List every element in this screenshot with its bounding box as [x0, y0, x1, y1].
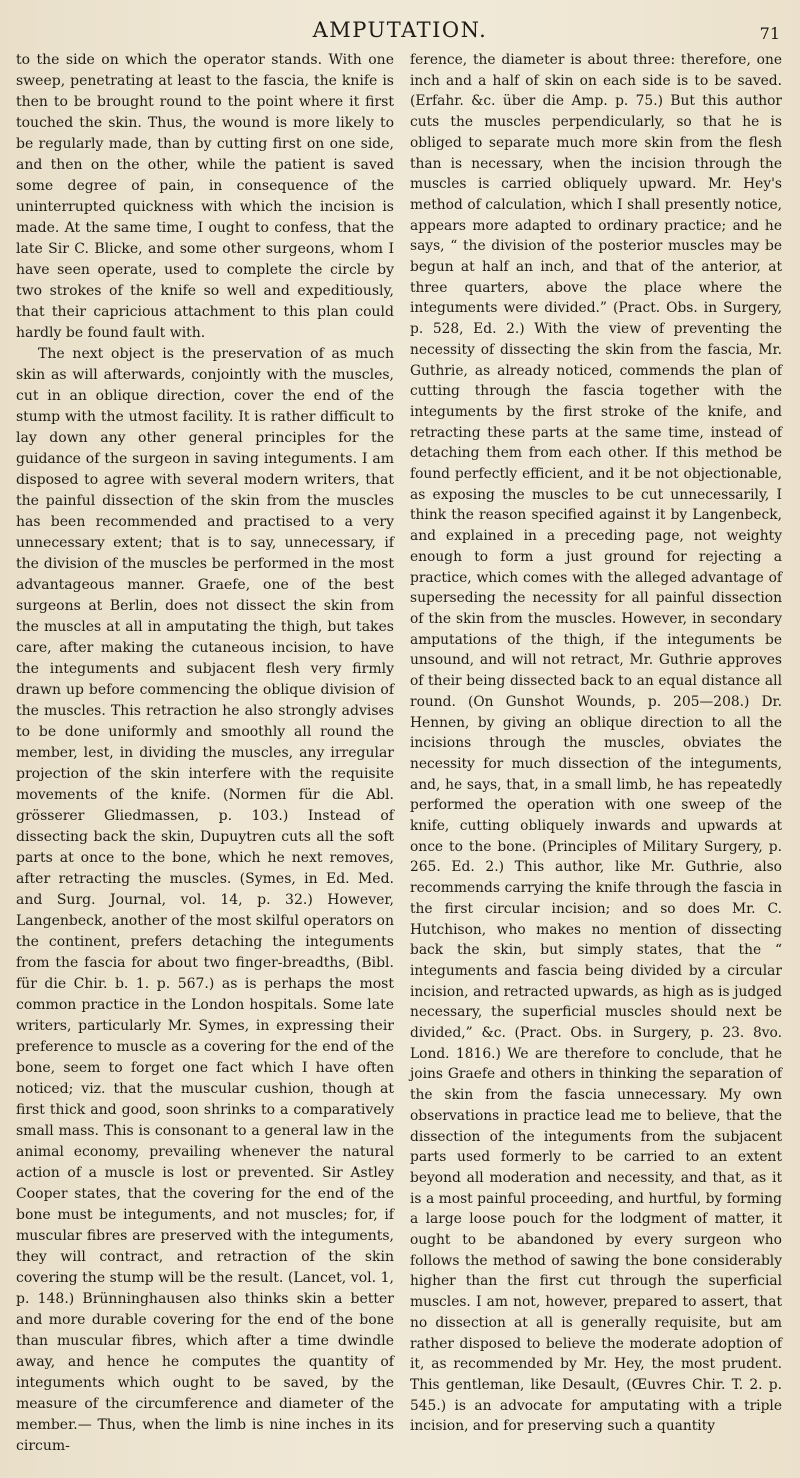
- left-column: [16, 50, 394, 1457]
- right-paragraph-1: ference, the diameter is about three: therefore, one inch and a half of skin on each side is to be saved. (Erfahr. &c. über die Amp. p. 75.) But this author cuts the muscles perpendicularly, so that he is obliged to separate much more skin from the flesh than is necessary, when the incision through the muscles is carried obliquely upward. Mr. Hey's method of calculation, which I shall presently notice, appears more adapted to ordinary practice; and he says, “ the division of the posterior muscles may be begun at half an inch, and that of the anterior, at three quarters, above the place where the integuments were divided.” (Pract. Obs. in Surgery, p. 528, Ed. 2.) With the view of preventing the necessity of dissecting the skin from the fascia, Mr. Guthrie, as already noticed, commends the plan of cutting through the fascia together with the integuments by the first stroke of the knife, and retracting these parts at the same time, instead of detaching them from each other. If this method be found perfectly efficient, and it be not objectionable, as exposing the muscles to be cut unnecessarily, I think the reason specified against it by Langenbeck, and explained in a preceding page, not weighty enough to form a just ground for rejecting a practice, which comes with the alleged advantage of superseding the necessity for all painful dissection of the skin from the muscles. However, in secondary amputations of the thigh, if the integuments be unsound, and will not retract, Mr. Guthrie approves of their being dissected back to an equal distance all round. (On Gunshot Wounds, p. 205—208.) Dr. Hennen, by giving an oblique direction to all the incisions through the muscles, obviates the necessity for much dissection of the integuments, and, he says, that, in a small limb, he has repeatedly performed the operation with one sweep of the knife, cutting obliquely inwards and upwards at once to the bone. (Principles of Military Surgery, p. 265. Ed. 2.) This author, like Mr. Guthrie, also recommends carrying the knife through the fascia in the first circular incision; and so does Mr. C. Hutchison, who makes no mention of dissecting back the skin, but simply states, that the “ integuments and fascia being divided by a circular incision, and retracted upwards, as high as is judged necessary, the superficial muscles should next be divided,” &c. (Pract. Obs. in Surgery, p. 23. 8vo. Lond. 1816.) We are therefore to conclude, that he joins Graefe and others in thinking the separation of the skin from the fascia unnecessary. My own observations in practice lead me to believe, that the dissection of the integuments from the subjacent parts used formerly to be carried to an extent beyond all moderation and necessity, and that, as it is a most painful proceeding, and hurtful, by forming a large loose pouch for the lodgment of matter, it ought to be abandoned by every surgeon who follows the method of sawing the bone considerably higher than the first cut through the superficial muscles. I am not, however, prepared to assert, that no dissection at all is generally requisite, but am rather disposed to believe the moderate adoption of it, as recommended by Mr. Hey, the most prudent. This gentleman, like Desault, (Œuvres Chir. T. 2. p. 545.) is an advocate for amputating with a triple incision, and for preserving such a quantity: [410, 52, 782, 1435]
- left-paragraph-2: The next object is the preservation of as much skin as will afterwards, conjointly with the muscles, cut in an oblique direction, cover the end of the stump with the utmost facility. It is rather difficult to lay down any other general principles for the guidance of the surgeon in saving integuments. I am disposed to agree with several modern writers, that the painful dissection of the skin from the muscles has been recommended and practised to a very unnecessary extent; that is to say, unnecessary, if the division of the muscles be performed in the most advantageous manner. Graefe, one of the best surgeons at Berlin, does not dissect the skin from the muscles at all in amputating the thigh, but takes care, after making the cutaneous incision, to have the integuments and subjacent flesh very firmly drawn up before commencing the oblique division of the muscles. This retraction he also strongly advises to be done uniformly and smoothly all round the member, lest, in dividing the muscles, any irregular projection of the skin interfere with the requisite movements of the knife. (Normen für die Abl. grösserer Gliedmassen, p. 103.) Instead of dissecting back the skin, Dupuytren cuts all the soft parts at once to the bone, which he next removes, after retracting the muscles. (Symes, in Ed. Med. and Surg. Journal, vol. 14, p. 32.) However, Langenbeck, another of the most skilful operators on the continent, prefers detaching the integuments from the fascia for about two finger-breadths, (Bibl. für die Chir. b. 1. p. 567.) as is perhaps the most common practice in the London hospitals. Some late writers, particularly Mr. Symes, in expressing their preference to muscle as a covering for the end of the bone, seem to forget one fact which I have often noticed; viz. that the muscular cushion, though at first thick and good, soon shrinks to a comparatively small mass. This is consonant to a general law in the animal economy, prevailing whenever the natural action of a muscle is lost or prevented. Sir Astley Cooper states, that the covering for the end of the bone must be integuments, and not muscles; for, if muscular fibres are preserved with the integuments, they will contract, and retraction of the skin covering the stump will be the result. (Lancet, vol. 1, p. 148.) Brünninghausen also thinks skin a better and more durable covering for the end of the bone than muscular fibres, which after a time dwindle away, and hence he computes the quantity of integuments which ought to be saved, by the measure of the circumference and diameter of the member.— Thus, when the limb is nine inches in its circum-: [16, 346, 394, 1454]
- running-title: AMPUTATION.: [312, 18, 488, 42]
- page-header: [0, 14, 800, 48]
- right-column: [410, 50, 782, 1437]
- left-paragraph-1: to the side on which the operator stands. With one sweep, penetrating at least to the fascia, the knife is then to be brought round to the point where it first touched the skin. Thus, the wound is more likely to be regularly made, than by cutting first on one side, and then on the other, while the patient is saved some degree of pain, in consequence of the uninterrupted quickness with which the incision is made. At the same time, I ought to confess, that the late Sir C. Blicke, and some other surgeons, whom I have seen operate, used to complete the circle by two strokes of the knife so well and expeditiously, that their capricious attachment to this plan could hardly be found fault with.: [16, 52, 394, 341]
- page-number: 71: [759, 24, 780, 43]
